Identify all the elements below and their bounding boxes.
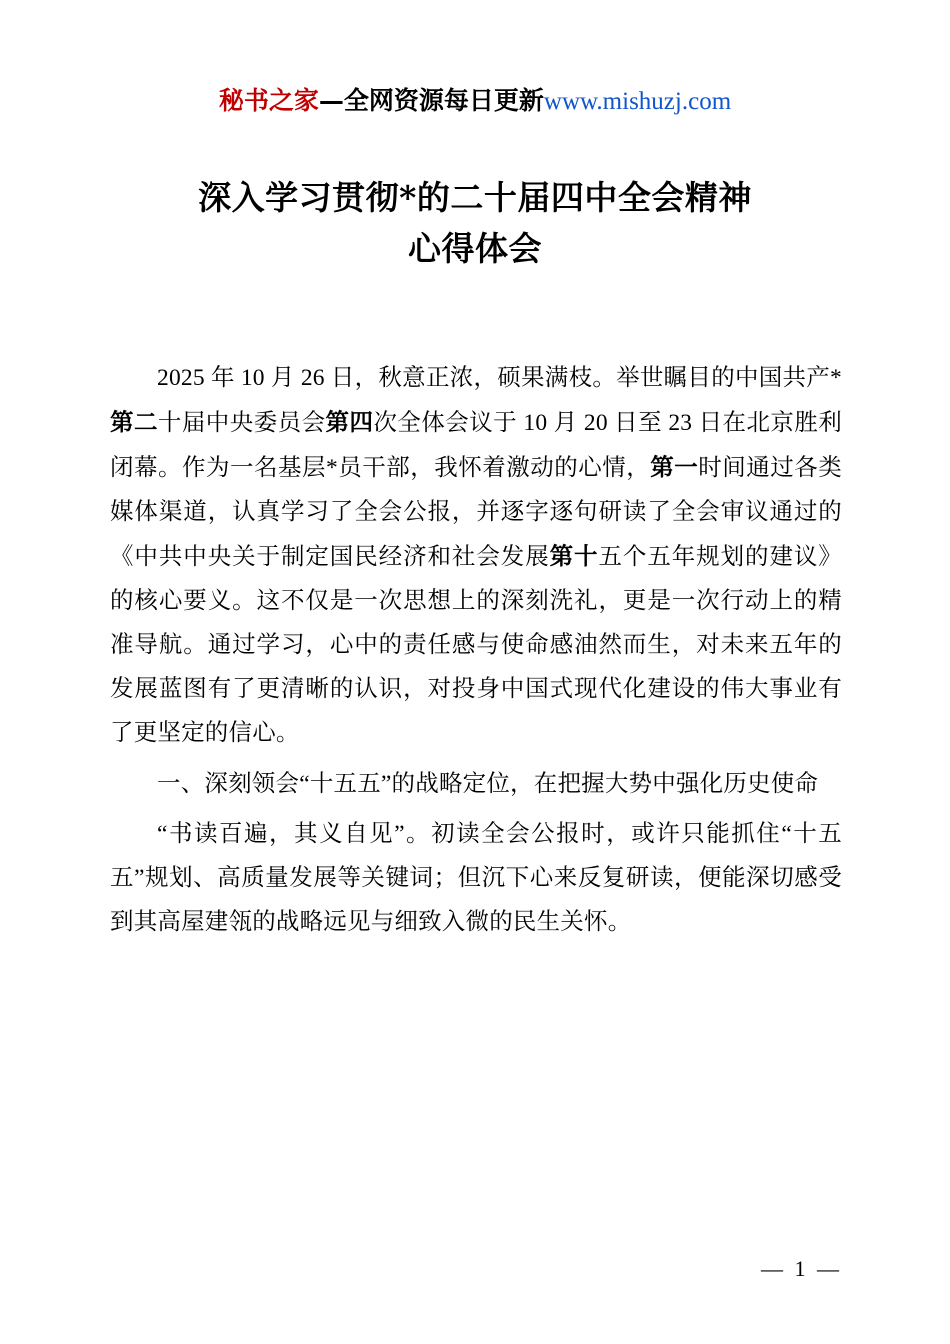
para1-segment-3: 次全体会议于 10 月 20 日至 23 日在北京胜利闭幕。作为一名基层*员干部，我怀着激动的心情， bbox=[110, 409, 843, 481]
para1-segment-4: 时间通过各类媒体渠道，认真学习了全会公报，并逐字逐句研读了全会审议通过的《中共中央关于制定国民经济和社会发展 bbox=[110, 454, 843, 570]
brand-url[interactable]: www.mishuzj.com bbox=[543, 88, 732, 115]
para1-bold-3: 第一 bbox=[650, 452, 699, 481]
para1-bold-2: 第四 bbox=[325, 407, 374, 436]
brand-name: 秘书之家 bbox=[218, 86, 319, 115]
para1-bold-4: 第十 bbox=[549, 541, 599, 570]
document-body bbox=[110, 357, 842, 953]
site-watermark-header bbox=[0, 86, 950, 117]
title-line-2: 心得体会 bbox=[408, 229, 542, 269]
para1-bold-1: 第二 bbox=[110, 407, 158, 436]
section-heading-one: 一、深刻领会“十五五”的战略定位，在把握大势中强化历史使命 bbox=[157, 771, 819, 798]
paragraph-section-one-body: “书读百遍，其义自见”。初读全会公报时，或许只能抓住“十五五”规划、高质量发展等关键词；但沉下心来反复研读，便能深切感受到其高屋建瓴的战略远见与细致入微的民生关怀。 bbox=[110, 821, 842, 936]
para1-segment-2: 十届中央委员会 bbox=[157, 409, 326, 436]
page-number: — 1 — bbox=[761, 1256, 842, 1281]
brand-tagline: —全网资源每日更新 bbox=[318, 86, 544, 115]
page-title bbox=[110, 172, 840, 274]
title-line-1: 深入学习贯彻*的二十届四中全会精神 bbox=[198, 178, 752, 217]
paragraph-intro bbox=[110, 357, 842, 755]
para1-segment-1: 2025 年 10 月 26 日，秋意正浓，硕果满枝。举世瞩目的中国共产* bbox=[157, 365, 842, 391]
para1-segment-5: 五个五年规划的建议》的核心要义。这不仅是一次思想上的深刻洗礼，更是一次行动上的精准导航。通过学习，心中的责任感与使命感油然而生，对未来五年的发展蓝图有了更清晰的认识，对投身中国式现代化建设的伟大事业有了更坚定的信心。 bbox=[110, 543, 842, 746]
